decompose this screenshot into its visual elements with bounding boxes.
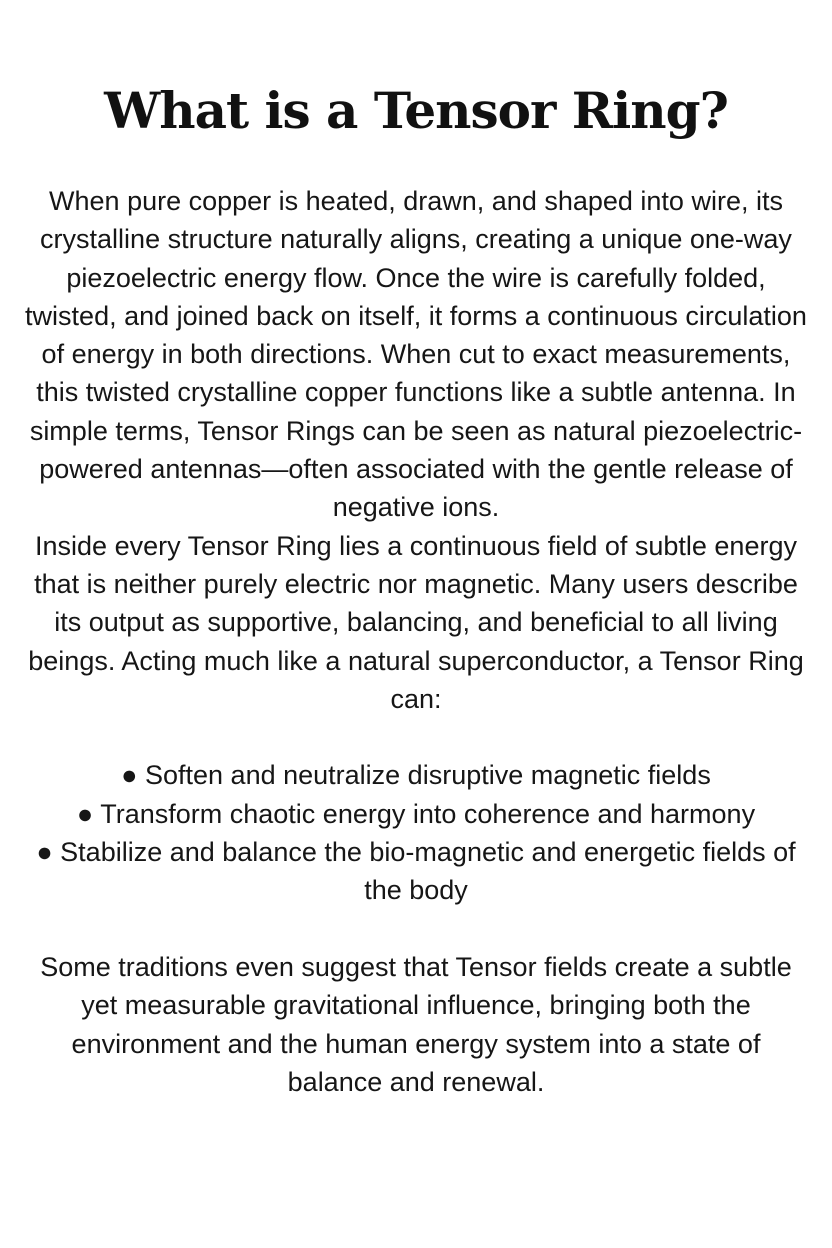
document-body (22, 182, 810, 1101)
list-item (22, 795, 810, 833)
spacer (22, 718, 810, 756)
bullet-dot-icon: ● (36, 837, 53, 868)
list-item (22, 756, 810, 794)
closing-paragraph: Some traditions even suggest that Tensor fields create a subtle yet measurable gravitational influence, bringing both the environment and the human energy system into a state of balance and renewal. (40, 951, 792, 1097)
list-item (22, 833, 810, 910)
list-item-text: Soften and neutralize disruptive magnetic fields (145, 760, 711, 791)
page-title: What is a Tensor Ring? (104, 81, 728, 140)
benefit-list (22, 756, 810, 909)
bullet-dot-icon: ● (121, 760, 138, 791)
list-item-text: Stabilize and balance the bio-magnetic and energetic fields of the body (60, 837, 796, 906)
field-paragraph: Inside every Tensor Ring lies a continuous field of subtle energy that is neither purely electric nor magnetic. Many users describe its output as supportive, balancing, and beneficial to all living beings. Acting much like a natural superconductor, a Tensor Ring can: (28, 530, 804, 714)
list-item-text: Transform chaotic energy into coherence and harmony (100, 798, 756, 829)
bullet-dot-icon: ● (76, 798, 94, 829)
intro-paragraph: When pure copper is heated, drawn, and shaped into wire, its crystalline structure naturally aligns, creating a unique one-way piezoelectric energy flow. Once the wire is carefully folded, twisted, and joined back on itself, it forms a continuous circulation of energy in both directions. When cut to exact measurements, this twisted crystalline copper functions like a subtle antenna. In simple terms, Tensor Rings can be seen as natural piezoelectric-powered antennas—often associated with the gentle release of negative ions. (25, 186, 807, 523)
spacer (22, 910, 810, 948)
